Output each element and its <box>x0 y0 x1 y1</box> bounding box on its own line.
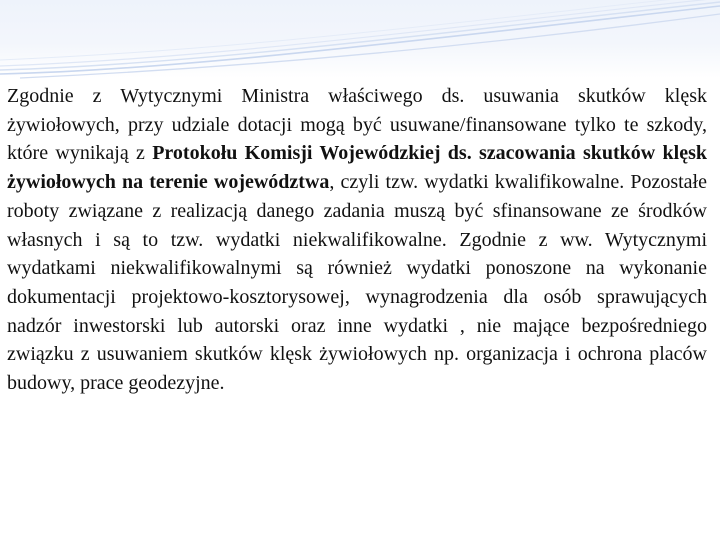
main-paragraph <box>7 82 707 398</box>
swoosh-lines-decoration <box>0 0 720 80</box>
paragraph-rest: , czyli tzw. wydatki kwalifikowalne. Pozostałe roboty związane z realizacją danego zadania muszą być sfinansowane ze środków własnych i są to tzw. wydatki niekwalifikowalne. Zgodnie z ww. Wytycznymi wydatkami niekwalifikowalnymi są również wydatki ponoszone na wykonanie dokumentacji projektowo-kosztorysowej, wynagrodzenia dla osób sprawujących nadzór inwestorski lub autorski oraz inne wydatki , nie mające bezpośredniego związku z usuwaniem skutków klęsk żywiołowych np. organizacja i ochrona placów budowy, prace geodezyjne. <box>7 171 707 395</box>
paragraph-intro: Zgodnie z Wytycznymi Ministra właściwego ds. usuwania skutków klęsk żywiołowych, przy udziale dotacji mogą być usuwane/finansowane tylko te szkody, które wynikają z <box>7 85 707 165</box>
header-decoration <box>0 0 720 78</box>
paragraph-bold-protocol: Protokołu Komisji Wojewódzkiej ds. szacowania skutków klęsk żywiołowych na terenie województwa <box>7 142 707 194</box>
